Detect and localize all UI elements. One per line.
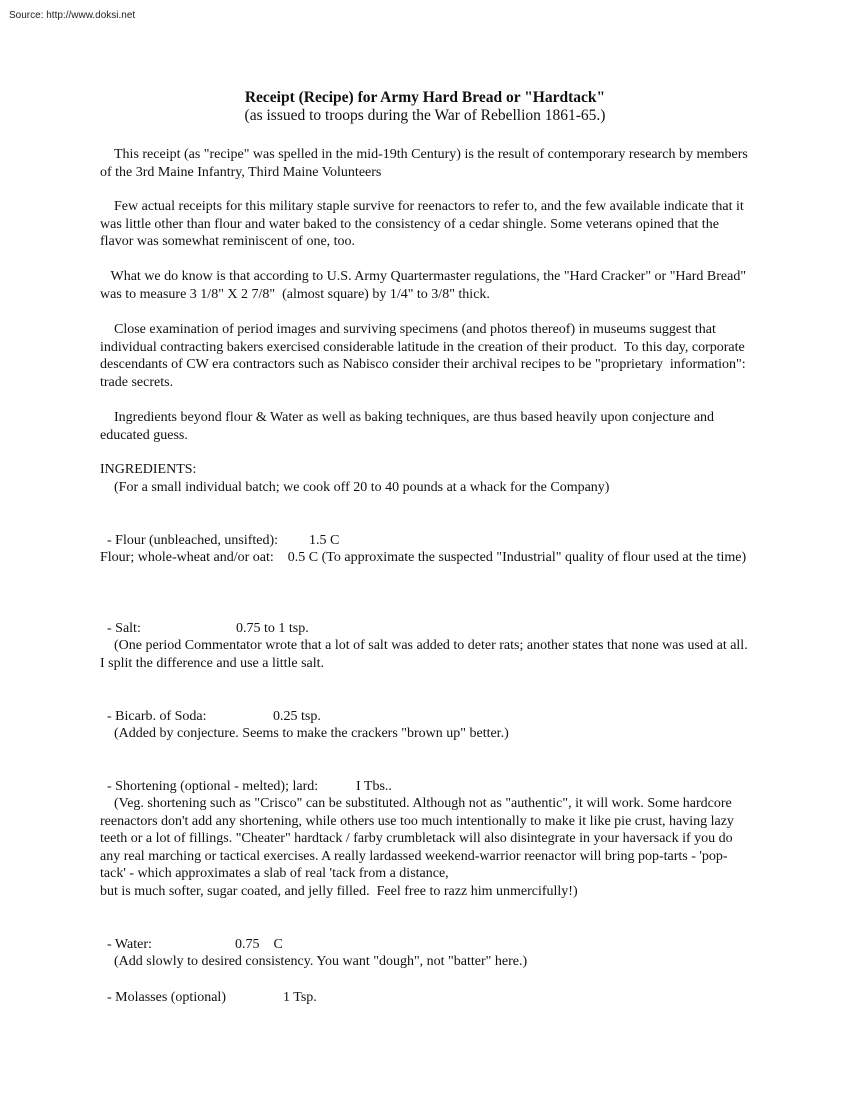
paragraph-examination: Close examination of period images and surviving specimens (and photos thereof) in museums suggest that individual contracting bakers exercised considerable latitude in the creation of their product. To this day, corporate descendants of CW era contractors such as Nabisco consider their archival recipes to be "proprietary information": trade secrets.: [100, 322, 750, 390]
ingredient-amount: I Tbs..: [356, 778, 392, 794]
ingredient-label: - Molasses (optional): [107, 989, 226, 1005]
title-subtitle: (as issued to troops during the War of Rebellion 1861-65.): [244, 107, 606, 124]
salt-note: (One period Commentator wrote that a lot of salt was added to deter rats; another states that none was used at all. I split the difference and use a little salt.: [100, 638, 755, 671]
ingredient-molasses: [100, 971, 317, 1006]
ingredient-soda: [100, 690, 321, 725]
water-note: (Add slowly to desired consistency. You want "dough", not "batter" here.): [100, 954, 528, 969]
ingredients-heading: INGREDIENTS:: [100, 462, 197, 477]
paragraph-regulations: What we do know is that according to U.S. Army Quartermaster regulations, the "Hard Cracker" or "Hard Bread" was to measure 3 1/8" X 2 7/8" (almost square) by 1/4" to 3/8" thick.: [100, 269, 750, 302]
ingredient-whole-wheat: Flour; whole-wheat and/or oat: 0.5 C (To approximate the suspected "Industrial" quality of flour used at the time): [100, 550, 747, 565]
ingredient-salt: [100, 602, 309, 637]
ingredient-water: [100, 918, 283, 953]
title-main: Receipt (Recipe) for Army Hard Bread or "Hardtack": [244, 89, 606, 106]
ingredient-amount: 1.5 C: [309, 532, 340, 548]
shortening-note: (Veg. shortening such as "Crisco" can be substituted. Although not as "authentic", it will work. Some hardcore reenactors don't add any shortening, while others use too much intentionally to make it like pie crust, having lazy teeth or a lot of fillings. "Cheater" hardtack / farby crumbletack will also disintegrate in your haversack if you do any real marching or tactical exercises. A really lardassed weekend-warrior reenactor will bring pop-tarts - 'pop-tack' - which approximates a slab of real 'tack from a distance, but is much softer, sugar coated, and jelly filled. Feel free to razz him unmercifully!): [100, 796, 734, 899]
ingredient-label: - Water:: [107, 936, 152, 952]
paragraph-conjecture: Ingredients beyond flour & Water as well as baking techniques, are thus based heavily upon conjecture and educated guess.: [100, 410, 718, 443]
ingredient-amount: 0.75 to 1 tsp.: [236, 620, 309, 636]
ingredient-flour: [100, 514, 339, 549]
paragraph-receipts: Few actual receipts for this military staple survive for reenactors to refer to, and the few available indicate that it was little other than flour and water baked to the consistency of a cedar shingle. Some veterans opined that the flavor was somewhat reminiscent of one, too.: [100, 199, 748, 250]
ingredient-amount: 0.75 C: [235, 936, 283, 952]
source-line: Source: http://www.doksi.net: [9, 10, 136, 21]
ingredient-amount: 1 Tsp.: [283, 989, 317, 1005]
ingredient-label: - Bicarb. of Soda:: [107, 708, 207, 724]
ingredient-label: - Flour (unbleached, unsifted):: [107, 532, 279, 548]
ingredient-amount: 0.25 tsp.: [273, 708, 321, 724]
ingredient-shortening: [100, 760, 392, 795]
ingredient-label: - Shortening (optional - melted); lard:: [107, 778, 319, 794]
soda-note: (Added by conjecture. Seems to make the crackers "brown up" better.): [100, 726, 509, 741]
intro-paragraph: This receipt (as "recipe" was spelled in the mid-19th Century) is the result of contemporary research by members of the 3rd Maine Infantry, Third Maine Volunteers: [100, 147, 752, 180]
ingredient-label: - Salt:: [107, 620, 141, 636]
batch-note: (For a small individual batch; we cook off 20 to 40 pounds at a whack for the Company): [100, 480, 610, 495]
document-title: [100, 89, 750, 125]
